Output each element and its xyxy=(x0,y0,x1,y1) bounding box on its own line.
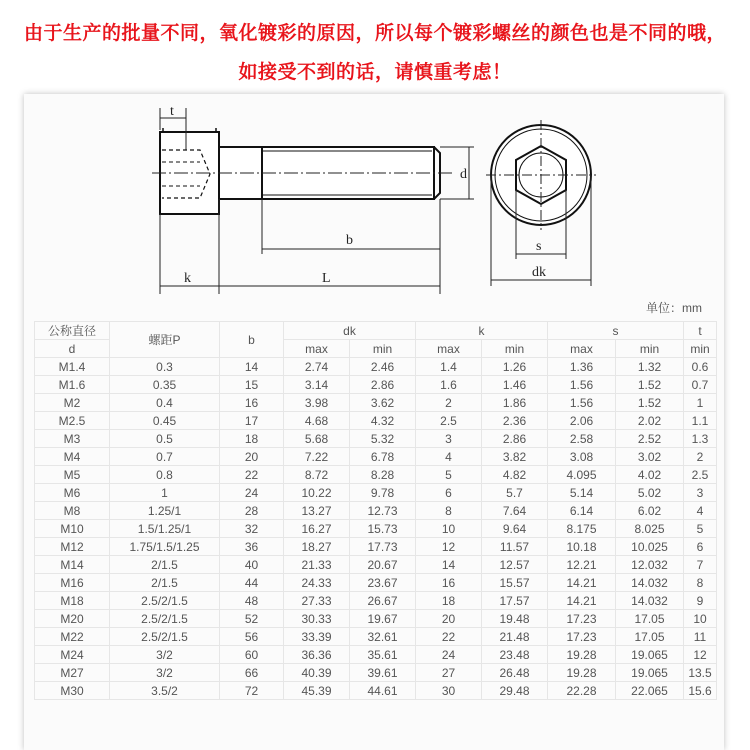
cell-s-max: 4.095 xyxy=(548,466,616,484)
cell-s-min: 8.025 xyxy=(616,520,684,538)
cell-dk-min: 8.28 xyxy=(350,466,416,484)
cell-k-min: 19.48 xyxy=(482,610,548,628)
cell-b: 17 xyxy=(220,412,284,430)
cell-nominal: M5 xyxy=(35,466,110,484)
L-label: L xyxy=(322,271,331,286)
cell-pitch: 3/2 xyxy=(110,646,220,664)
cell-b: 15 xyxy=(220,376,284,394)
b-label: b xyxy=(346,233,353,248)
table-row xyxy=(35,448,717,466)
cell-pitch: 2/1.5 xyxy=(110,556,220,574)
cell-k-max: 30 xyxy=(416,682,482,700)
cell-t-min: 2.5 xyxy=(684,466,717,484)
cell-t-min: 1.3 xyxy=(684,430,717,448)
cell-t-min: 13.5 xyxy=(684,664,717,682)
header-k-max: max xyxy=(416,340,482,358)
cell-dk-min: 2.86 xyxy=(350,376,416,394)
cell-s-max: 1.56 xyxy=(548,376,616,394)
cell-s-min: 4.02 xyxy=(616,466,684,484)
cell-dk-min: 35.61 xyxy=(350,646,416,664)
cell-nominal: M4 xyxy=(35,448,110,466)
cell-t-min: 0.7 xyxy=(684,376,717,394)
cell-k-min: 2.86 xyxy=(482,430,548,448)
notice-line-2: 如接受不到的话，请慎重考虑！ xyxy=(238,61,512,83)
cell-s-min: 14.032 xyxy=(616,574,684,592)
header-k: k xyxy=(416,322,548,340)
table-row xyxy=(35,574,717,592)
cell-nominal: M30 xyxy=(35,682,110,700)
cell-k-max: 2.5 xyxy=(416,412,482,430)
cell-nominal: M12 xyxy=(35,538,110,556)
cell-dk-max: 2.74 xyxy=(284,358,350,376)
cell-s-max: 14.21 xyxy=(548,574,616,592)
cell-k-max: 24 xyxy=(416,646,482,664)
cell-dk-min: 26.67 xyxy=(350,592,416,610)
cell-dk-max: 16.27 xyxy=(284,520,350,538)
cell-s-max: 17.23 xyxy=(548,610,616,628)
table-row xyxy=(35,376,717,394)
cell-dk-min: 9.78 xyxy=(350,484,416,502)
cell-t-min: 4 xyxy=(684,502,717,520)
cell-s-max: 2.58 xyxy=(548,430,616,448)
cell-b: 72 xyxy=(220,682,284,700)
cell-k-min: 23.48 xyxy=(482,646,548,664)
table-row xyxy=(35,682,717,700)
cell-k-max: 14 xyxy=(416,556,482,574)
cell-s-max: 5.14 xyxy=(548,484,616,502)
header-t: t xyxy=(684,322,717,340)
cell-s-max: 10.18 xyxy=(548,538,616,556)
cell-dk-min: 12.73 xyxy=(350,502,416,520)
cell-k-min: 4.82 xyxy=(482,466,548,484)
table-row xyxy=(35,628,717,646)
cell-s-max: 6.14 xyxy=(548,502,616,520)
cell-nominal: M6 xyxy=(35,484,110,502)
cell-s-min: 6.02 xyxy=(616,502,684,520)
cell-nominal: M10 xyxy=(35,520,110,538)
cell-dk-min: 5.32 xyxy=(350,430,416,448)
cell-k-max: 18 xyxy=(416,592,482,610)
cell-nominal: M24 xyxy=(35,646,110,664)
cell-s-max: 19.28 xyxy=(548,646,616,664)
cell-b: 18 xyxy=(220,430,284,448)
header-dk-min: min xyxy=(350,340,416,358)
cell-dk-min: 17.73 xyxy=(350,538,416,556)
cell-k-max: 1.6 xyxy=(416,376,482,394)
cell-pitch: 1.75/1.5/1.25 xyxy=(110,538,220,556)
cell-t-min: 6 xyxy=(684,538,717,556)
cell-b: 40 xyxy=(220,556,284,574)
cell-dk-min: 20.67 xyxy=(350,556,416,574)
cell-dk-max: 24.33 xyxy=(284,574,350,592)
table-row xyxy=(35,466,717,484)
table-row xyxy=(35,394,717,412)
header-s-max: max xyxy=(548,340,616,358)
header-s-min: min xyxy=(616,340,684,358)
cell-t-min: 7 xyxy=(684,556,717,574)
cell-k-min: 1.26 xyxy=(482,358,548,376)
cell-s-max: 17.23 xyxy=(548,628,616,646)
cell-s-min: 12.032 xyxy=(616,556,684,574)
cell-s-min: 1.52 xyxy=(616,394,684,412)
cell-dk-max: 10.22 xyxy=(284,484,350,502)
cell-s-max: 14.21 xyxy=(548,592,616,610)
cell-k-min: 12.57 xyxy=(482,556,548,574)
cell-k-max: 8 xyxy=(416,502,482,520)
cell-nominal: M2 xyxy=(35,394,110,412)
cell-k-max: 16 xyxy=(416,574,482,592)
cell-k-max: 20 xyxy=(416,610,482,628)
cell-t-min: 9 xyxy=(684,592,717,610)
cell-k-max: 10 xyxy=(416,520,482,538)
cell-k-min: 2.36 xyxy=(482,412,548,430)
cell-b: 56 xyxy=(220,628,284,646)
unit-label: 单位：mm xyxy=(646,301,702,315)
cell-dk-max: 36.36 xyxy=(284,646,350,664)
cell-dk-max: 4.68 xyxy=(284,412,350,430)
cell-b: 66 xyxy=(220,664,284,682)
cell-k-min: 5.7 xyxy=(482,484,548,502)
table-row xyxy=(35,592,717,610)
cell-dk-min: 44.61 xyxy=(350,682,416,700)
cell-s-max: 1.56 xyxy=(548,394,616,412)
cell-pitch: 2.5/2/1.5 xyxy=(110,610,220,628)
cell-k-max: 5 xyxy=(416,466,482,484)
cell-s-min: 10.025 xyxy=(616,538,684,556)
spec-panel xyxy=(24,94,724,750)
cell-dk-min: 39.61 xyxy=(350,664,416,682)
k-label: k xyxy=(184,271,191,286)
cell-nominal: M16 xyxy=(35,574,110,592)
cell-t-min: 12 xyxy=(684,646,717,664)
header-s: s xyxy=(548,322,684,340)
table-row xyxy=(35,556,717,574)
cell-k-max: 3 xyxy=(416,430,482,448)
cell-s-min: 19.065 xyxy=(616,664,684,682)
cell-nominal: M8 xyxy=(35,502,110,520)
cell-nominal: M27 xyxy=(35,664,110,682)
cell-k-max: 4 xyxy=(416,448,482,466)
header-dk-max: max xyxy=(284,340,350,358)
cell-nominal: M18 xyxy=(35,592,110,610)
cell-t-min: 8 xyxy=(684,574,717,592)
cell-b: 52 xyxy=(220,610,284,628)
cell-nominal: M3 xyxy=(35,430,110,448)
cell-s-min: 2.02 xyxy=(616,412,684,430)
cell-k-min: 11.57 xyxy=(482,538,548,556)
cell-pitch: 0.7 xyxy=(110,448,220,466)
cell-nominal: M1.6 xyxy=(35,376,110,394)
cell-s-max: 3.08 xyxy=(548,448,616,466)
cell-pitch: 1.25/1 xyxy=(110,502,220,520)
cell-t-min: 10 xyxy=(684,610,717,628)
header-pitch: 螺距P xyxy=(110,322,220,358)
cell-s-min: 5.02 xyxy=(616,484,684,502)
cell-b: 16 xyxy=(220,394,284,412)
cell-t-min: 11 xyxy=(684,628,717,646)
cell-k-min: 7.64 xyxy=(482,502,548,520)
cell-dk-max: 3.14 xyxy=(284,376,350,394)
cell-dk-max: 18.27 xyxy=(284,538,350,556)
header-dk: dk xyxy=(284,322,416,340)
cell-t-min: 1.1 xyxy=(684,412,717,430)
table-row xyxy=(35,610,717,628)
cell-dk-min: 23.67 xyxy=(350,574,416,592)
table-header-row-1 xyxy=(35,322,717,340)
cell-b: 48 xyxy=(220,592,284,610)
cell-pitch: 0.35 xyxy=(110,376,220,394)
cell-nominal: M22 xyxy=(35,628,110,646)
cell-dk-min: 32.61 xyxy=(350,628,416,646)
spec-table xyxy=(34,321,717,700)
header-k-min: min xyxy=(482,340,548,358)
cell-k-max: 22 xyxy=(416,628,482,646)
cell-pitch: 2/1.5 xyxy=(110,574,220,592)
cell-b: 20 xyxy=(220,448,284,466)
cell-s-min: 14.032 xyxy=(616,592,684,610)
cell-pitch: 3.5/2 xyxy=(110,682,220,700)
cell-k-max: 27 xyxy=(416,664,482,682)
cell-s-max: 12.21 xyxy=(548,556,616,574)
cell-t-min: 15.6 xyxy=(684,682,717,700)
cell-t-min: 1 xyxy=(684,394,717,412)
cell-k-min: 17.57 xyxy=(482,592,548,610)
spec-table-body xyxy=(35,358,717,700)
cell-s-min: 2.52 xyxy=(616,430,684,448)
cell-s-min: 3.02 xyxy=(616,448,684,466)
cell-s-max: 8.175 xyxy=(548,520,616,538)
cell-dk-max: 33.39 xyxy=(284,628,350,646)
cell-dk-max: 21.33 xyxy=(284,556,350,574)
cell-b: 36 xyxy=(220,538,284,556)
cell-t-min: 0.6 xyxy=(684,358,717,376)
cell-dk-max: 8.72 xyxy=(284,466,350,484)
cell-s-min: 19.065 xyxy=(616,646,684,664)
cell-s-max: 22.28 xyxy=(548,682,616,700)
cell-pitch: 0.3 xyxy=(110,358,220,376)
cell-k-min: 9.64 xyxy=(482,520,548,538)
cell-dk-min: 2.46 xyxy=(350,358,416,376)
header-nominal-sub: d xyxy=(35,340,110,358)
cell-b: 14 xyxy=(220,358,284,376)
cell-dk-max: 3.98 xyxy=(284,394,350,412)
cell-pitch: 1 xyxy=(110,484,220,502)
header-b: b xyxy=(220,322,284,358)
cell-dk-max: 27.33 xyxy=(284,592,350,610)
table-row xyxy=(35,358,717,376)
table-row xyxy=(35,664,717,682)
screw-technical-drawing xyxy=(24,94,724,299)
cell-k-min: 29.48 xyxy=(482,682,548,700)
cell-dk-min: 15.73 xyxy=(350,520,416,538)
cell-t-min: 5 xyxy=(684,520,717,538)
cell-pitch: 2.5/2/1.5 xyxy=(110,628,220,646)
cell-k-min: 15.57 xyxy=(482,574,548,592)
cell-k-min: 1.86 xyxy=(482,394,548,412)
table-row xyxy=(35,520,717,538)
cell-s-min: 1.32 xyxy=(616,358,684,376)
cell-nominal: M2.5 xyxy=(35,412,110,430)
cell-b: 60 xyxy=(220,646,284,664)
cell-pitch: 0.8 xyxy=(110,466,220,484)
cell-dk-max: 7.22 xyxy=(284,448,350,466)
d-label: d xyxy=(460,167,467,182)
cell-pitch: 1.5/1.25/1 xyxy=(110,520,220,538)
cell-k-max: 6 xyxy=(416,484,482,502)
cell-s-max: 2.06 xyxy=(548,412,616,430)
cell-k-max: 2 xyxy=(416,394,482,412)
cell-s-max: 1.36 xyxy=(548,358,616,376)
cell-pitch: 0.45 xyxy=(110,412,220,430)
table-row xyxy=(35,502,717,520)
cell-b: 32 xyxy=(220,520,284,538)
cell-dk-max: 13.27 xyxy=(284,502,350,520)
cell-dk-min: 3.62 xyxy=(350,394,416,412)
cell-pitch: 0.4 xyxy=(110,394,220,412)
cell-k-min: 3.82 xyxy=(482,448,548,466)
cell-pitch: 3/2 xyxy=(110,664,220,682)
notice-line-1: 由于生产的批量不同，氧化镀彩的原因，所以每个镀彩螺丝的颜色也是不同的哦， xyxy=(23,22,726,44)
cell-pitch: 2.5/2/1.5 xyxy=(110,592,220,610)
cell-dk-max: 30.33 xyxy=(284,610,350,628)
t-label: t xyxy=(170,104,174,119)
cell-dk-max: 40.39 xyxy=(284,664,350,682)
cell-k-min: 21.48 xyxy=(482,628,548,646)
cell-s-min: 17.05 xyxy=(616,628,684,646)
cell-b: 44 xyxy=(220,574,284,592)
table-row xyxy=(35,484,717,502)
table-row xyxy=(35,646,717,664)
cell-b: 22 xyxy=(220,466,284,484)
cell-k-min: 26.48 xyxy=(482,664,548,682)
cell-nominal: M14 xyxy=(35,556,110,574)
cell-s-min: 17.05 xyxy=(616,610,684,628)
cell-dk-min: 4.32 xyxy=(350,412,416,430)
cell-nominal: M20 xyxy=(35,610,110,628)
header-t-min: min xyxy=(684,340,717,358)
cell-dk-min: 19.67 xyxy=(350,610,416,628)
cell-s-min: 22.065 xyxy=(616,682,684,700)
cell-dk-min: 6.78 xyxy=(350,448,416,466)
cell-dk-max: 45.39 xyxy=(284,682,350,700)
cell-s-min: 1.52 xyxy=(616,376,684,394)
cell-t-min: 2 xyxy=(684,448,717,466)
header-nominal: 公称直径 xyxy=(35,322,110,340)
s-label: s xyxy=(536,239,542,254)
table-row xyxy=(35,430,717,448)
cell-pitch: 0.5 xyxy=(110,430,220,448)
cell-dk-max: 5.68 xyxy=(284,430,350,448)
cell-b: 24 xyxy=(220,484,284,502)
table-row xyxy=(35,538,717,556)
cell-t-min: 3 xyxy=(684,484,717,502)
cell-b: 28 xyxy=(220,502,284,520)
cell-s-max: 19.28 xyxy=(548,664,616,682)
cell-nominal: M1.4 xyxy=(35,358,110,376)
table-row xyxy=(35,412,717,430)
cell-k-min: 1.46 xyxy=(482,376,548,394)
cell-k-max: 12 xyxy=(416,538,482,556)
dk-label: dk xyxy=(532,265,546,280)
cell-k-max: 1.4 xyxy=(416,358,482,376)
